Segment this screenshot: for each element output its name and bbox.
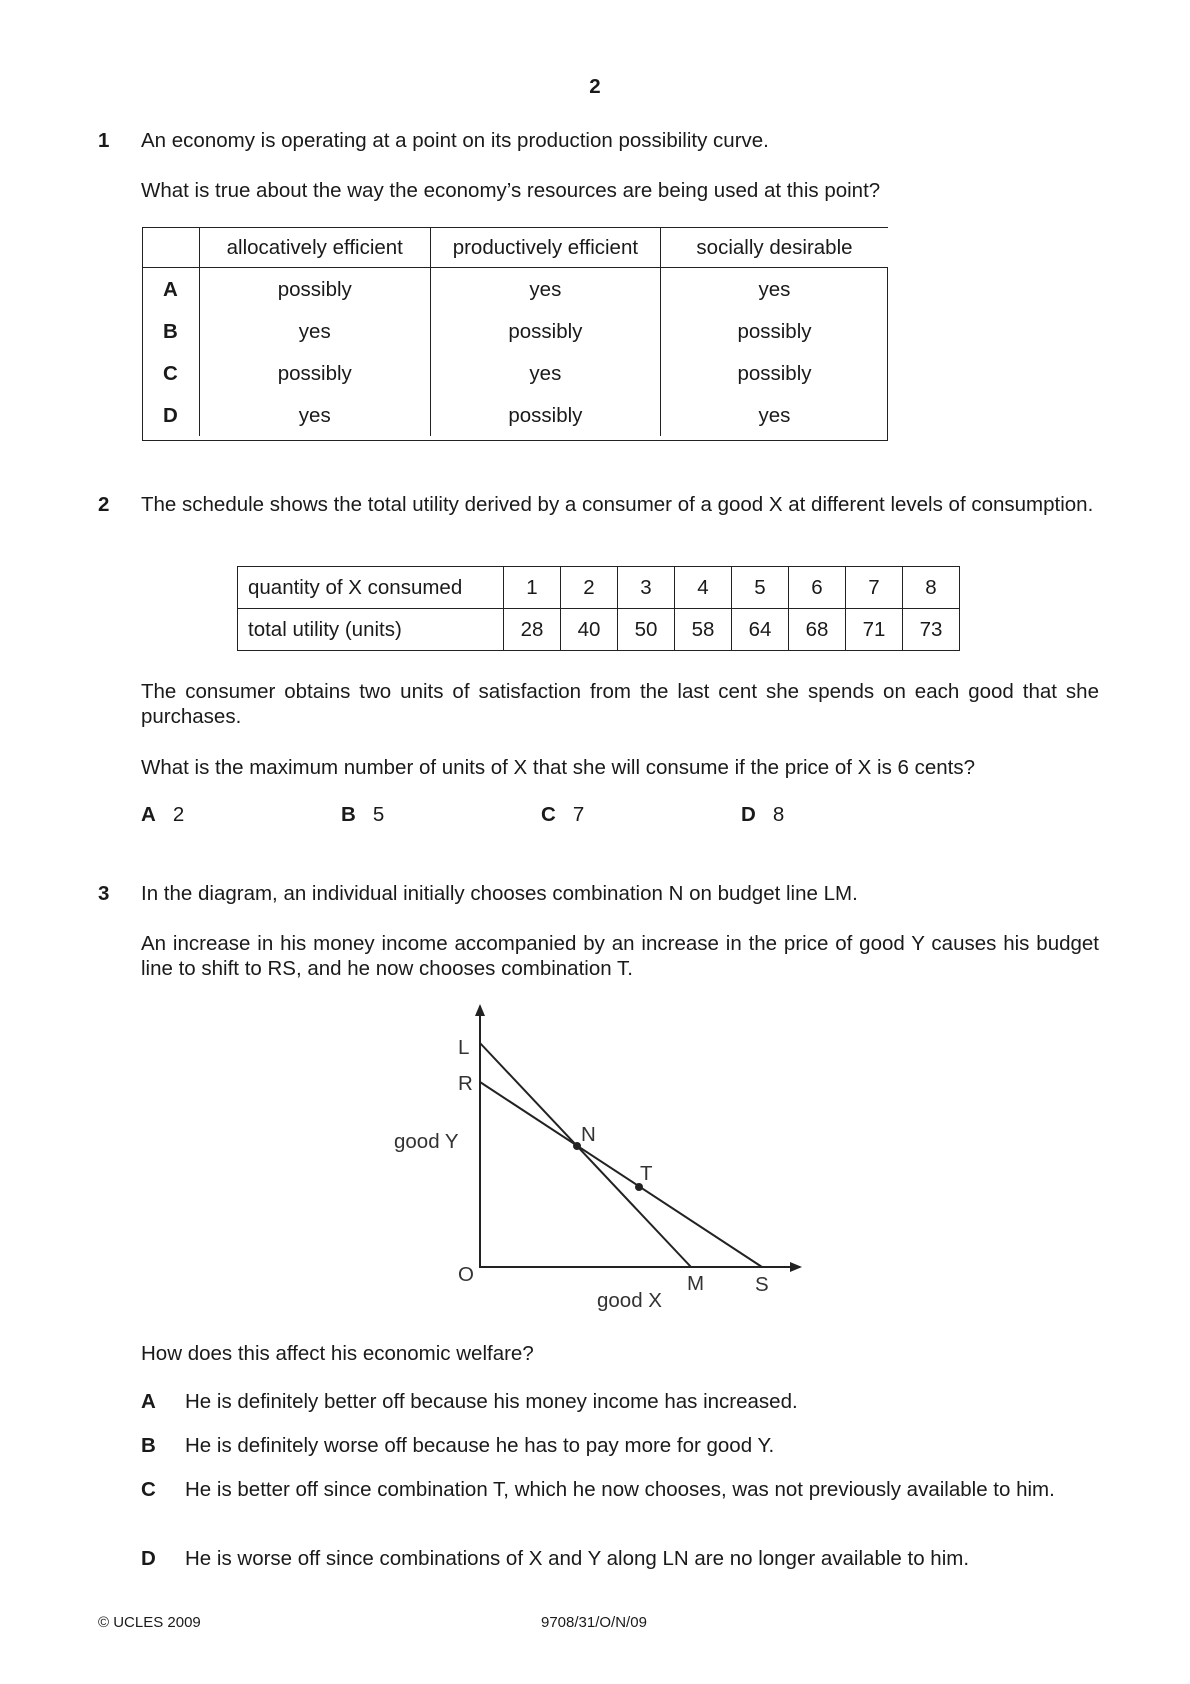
table-cell: yes (660, 394, 888, 436)
utility-cell: 71 (846, 609, 903, 651)
table-cell: yes (430, 352, 660, 394)
question-3-option-d (141, 1546, 156, 1571)
option-letter: C (162, 361, 178, 385)
utility-cell: 28 (504, 609, 561, 651)
table-cell: possibly (199, 352, 430, 394)
quantity-cell: 4 (675, 567, 732, 609)
quantity-label: quantity of X consumed (238, 567, 504, 609)
label-l: L (458, 1036, 470, 1059)
quantity-cell: 8 (903, 567, 960, 609)
table-cell: yes (199, 394, 430, 436)
label-n: N (581, 1123, 596, 1146)
question-3-option-c (141, 1477, 156, 1502)
table-cell: possibly (660, 310, 888, 352)
header-allocatively-efficient: allocatively efficient (199, 227, 430, 268)
question-3-option-b-text: He is definitely worse off because he has to pay more for good Y. (185, 1434, 775, 1457)
option-letter: D (162, 403, 178, 427)
option-letter: B (162, 319, 178, 343)
option-text: 7 (572, 803, 585, 826)
quantity-cell: 5 (732, 567, 789, 609)
question-2-stem: The schedule shows the total utility derived by a consumer of a good X at different levels of consumption. (141, 493, 1094, 516)
question-2-paragraph: The consumer obtains two units of satisfaction from the last cent she spends on each good that she purchases. (141, 680, 1099, 728)
question-3-option-a (141, 1389, 156, 1414)
x-axis-label: good X (597, 1289, 662, 1312)
utility-cell: 40 (561, 609, 618, 651)
utility-cell: 73 (903, 609, 960, 651)
label-s: S (755, 1273, 769, 1296)
option-letter: C (541, 803, 556, 826)
table-cell: yes (660, 268, 888, 311)
question-3-option-d-text: He is worse off since combinations of X and Y along LN are no longer available to him. (185, 1547, 970, 1570)
utility-cell: 64 (732, 609, 789, 651)
table-cell: possibly (199, 268, 430, 311)
utility-cell: 58 (675, 609, 732, 651)
header-socially-desirable: socially desirable (660, 227, 888, 268)
quantity-cell: 6 (789, 567, 846, 609)
table-cell: yes (199, 310, 430, 352)
y-axis-label: good Y (394, 1130, 459, 1153)
header-productively-efficient: productively efficient (430, 227, 660, 268)
point-n-marker (573, 1142, 581, 1150)
option-letter: D (741, 803, 756, 826)
question-3-number: 3 (98, 882, 110, 905)
table-cell: possibly (430, 310, 660, 352)
quantity-cell: 2 (561, 567, 618, 609)
utility-cell: 68 (789, 609, 846, 651)
option-text: 2 (172, 803, 185, 826)
label-t: T (640, 1162, 653, 1185)
quantity-cell: 7 (846, 567, 903, 609)
utility-label: total utility (units) (238, 609, 504, 651)
table-cell: possibly (430, 394, 660, 436)
label-m: M (687, 1272, 705, 1295)
table-cell: yes (430, 268, 660, 311)
option-letter: B (141, 1434, 156, 1457)
footer-copyright: © UCLES 2009 (98, 1614, 201, 1631)
budget-line-rs (480, 1082, 762, 1267)
quantity-cell: 3 (618, 567, 675, 609)
budget-line-lm (480, 1043, 691, 1267)
question-3-stem: In the diagram, an individual initially chooses combination N on budget line LM. (141, 882, 858, 905)
question-1-stem: An economy is operating at a point on its production possibility curve. (141, 129, 769, 152)
label-r: R (458, 1072, 473, 1095)
option-text: 8 (772, 803, 785, 826)
question-3-paragraph: An increase in his money income accompanied by an increase in the price of good Y causes his budget line to shift to RS, and he now chooses combination T. (141, 932, 1099, 980)
option-letter: C (141, 1478, 156, 1501)
table-cell: possibly (660, 352, 888, 394)
question-2-number: 2 (98, 493, 110, 516)
option-text: 5 (372, 803, 385, 826)
question-3-option-a-text: He is definitely better off because his money income has increased. (185, 1390, 798, 1413)
footer-paper-code: 9708/31/O/N/09 (541, 1614, 647, 1631)
quantity-cell: 1 (504, 567, 561, 609)
label-origin: O (458, 1263, 474, 1286)
question-3-option-b (141, 1433, 156, 1458)
utility-cell: 50 (618, 609, 675, 651)
option-letter: A (162, 277, 178, 301)
page-number: 2 (589, 75, 601, 98)
option-letter: D (141, 1547, 156, 1570)
option-letter: B (341, 803, 356, 826)
question-2-prompt: What is the maximum number of units of X that she will consume if the price of X is 6 cents? (141, 756, 976, 779)
question-1-number: 1 (98, 129, 110, 152)
question-3-option-c-text: He is better off since combination T, which he now chooses, was not previously available to him. (185, 1478, 1055, 1501)
question-1-prompt: What is true about the way the economy’s resources are being used at this point? (141, 179, 881, 202)
question-3-prompt: How does this affect his economic welfare? (141, 1342, 534, 1365)
option-letter: A (141, 1390, 156, 1413)
option-letter: A (141, 803, 156, 826)
